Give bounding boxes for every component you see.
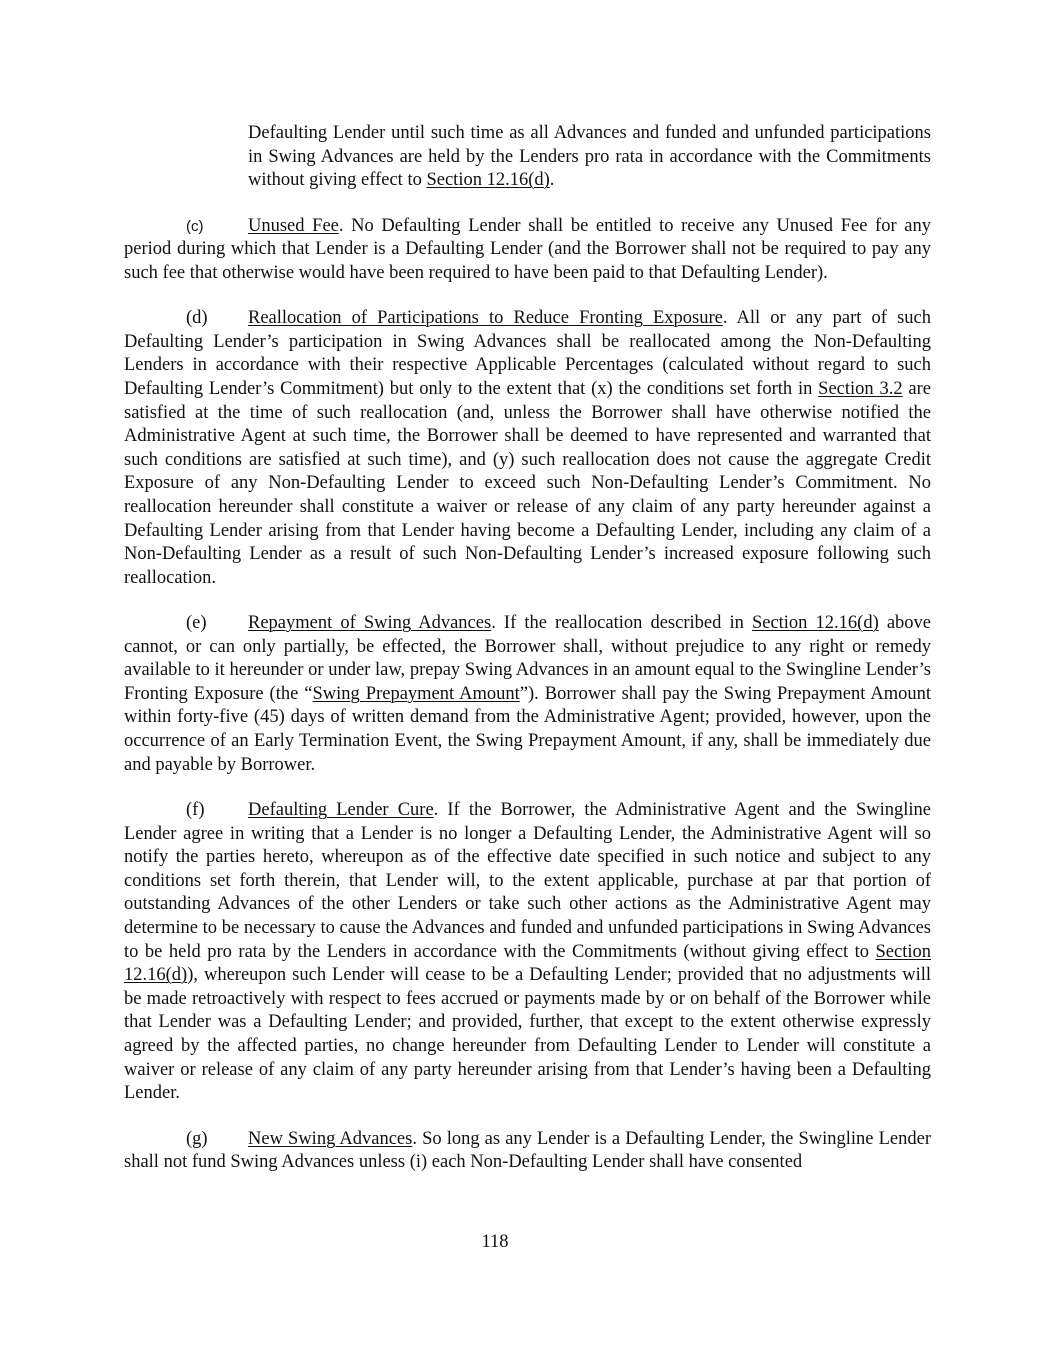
paragraph-heading: Repayment of Swing Advances bbox=[248, 613, 492, 634]
paragraph-heading: Reallocation of Participations to Reduce Fronting Exposure bbox=[248, 308, 723, 329]
paragraph-heading: Defaulting Lender Cure bbox=[248, 800, 434, 821]
page-number: 118 bbox=[481, 1232, 509, 1252]
paragraph-label: (f) bbox=[186, 800, 205, 821]
paragraph-heading: Unused Fee bbox=[248, 215, 339, 236]
paragraph-body: . All or any part of such Defaulting Lender’s participation in Swing Advances shall be reallocated among the Non-Defaulting Lenders in accordance with their respective Applicable Percentages (calculated without regard to such Defaulting Lender’s Commitment) but only to the extent that (x) the conditions set forth in bbox=[124, 308, 931, 399]
section-reference: Section 3.2 bbox=[818, 378, 903, 399]
section-reference: Section 12.16(d) bbox=[124, 941, 931, 986]
document-page bbox=[124, 122, 931, 1175]
paragraph-g bbox=[124, 1128, 931, 1175]
paragraph-body-continued: above cannot, or can only partially, be effected, the Borrower shall, without prejudice to any right or remedy available to it hereunder or under law, prepay Swing Advances in an amount equal to the Swingline Lender’s Fronting Exposure (the “ bbox=[124, 613, 932, 704]
section-reference: Section 12.16(d) bbox=[751, 613, 879, 634]
paragraph-body-end: ”). Borrower shall pay the Swing Prepayment Amount within forty-five (45) days of written demand from the Administrative Agent; provided, however, upon the occurrence of an Early Termination Event, the Swing Prepayment Amount, if any, shall be immediately due and payable by Borrower. bbox=[124, 683, 931, 775]
paragraph-body: . So long as any Lender is a Defaulting Lender, the Swingline Lender shall not fund Swing Advances unless (i) each Non-Defaulting Lender shall have consented bbox=[124, 1128, 931, 1173]
defined-term: Swing Prepayment Amount bbox=[312, 683, 520, 704]
paragraph-body: . If the reallocation described in bbox=[491, 613, 752, 634]
paragraph-label: (g) bbox=[186, 1128, 208, 1149]
continuation-paragraph bbox=[248, 122, 931, 193]
paragraph-heading: New Swing Advances bbox=[248, 1128, 413, 1149]
paragraph-label: (d) bbox=[186, 308, 208, 329]
paragraph-body: . If the Borrower, the Administrative Agent and the Swingline Lender agree in writing that a Lender is no longer a Defaulting Lender, the Administrative Agent will so notify the parties hereto, whereupon as of the effective date specified in such notice and subject to any conditions set forth therein, that Lender will, to the extent applicable, purchase at par that portion of outstanding Advances of the other Lenders or take such other actions as the Administrative Agent may determine to be necessary to cause the Advances and funded and unfunded participations in Swing Advances to be held pro rata by the Lenders in accordance with the Commitments (without giving effect to bbox=[124, 800, 931, 962]
paragraph-d bbox=[124, 307, 931, 590]
paragraph-f bbox=[124, 799, 931, 1106]
section-reference: Section 12.16(d) bbox=[426, 170, 550, 191]
paragraph-c bbox=[124, 215, 931, 286]
continuation-text-end: . bbox=[549, 170, 555, 191]
paragraph-e bbox=[124, 612, 931, 777]
paragraph-label: (c) bbox=[186, 217, 204, 235]
paragraph-body-continued: are satisfied at the time of such reallocation (and, unless the Borrower shall have otherwise notified the Administrative Agent at such time, the Borrower shall be deemed to have represented and warranted that such conditions are satisfied at such time), and (y) such reallocation does not cause the aggregate Credit Exposure of any Non-Defaulting Lender to exceed such Non-Defaulting Lender’s Commitment. No reallocation hereunder shall constitute a waiver or release of any claim of any party hereunder against a Defaulting Lender arising from that Lender having become a Defaulting Lender, including any claim of a Non-Defaulting Lender as a result of such Non-Defaulting Lender’s increased exposure following such reallocation. bbox=[124, 378, 931, 588]
paragraph-body: . No Defaulting Lender shall be entitled to receive any Unused Fee for any period during which that Lender is a Defaulting Lender (and the Borrower shall not be required to pay any such fee that otherwise would have been required to have been paid to that Defaulting Lender). bbox=[124, 215, 931, 283]
continuation-text: Defaulting Lender until such time as all Advances and funded and unfunded participations in Swing Advances are held by the Lenders pro rata in accordance with the Commitments without giving effect to bbox=[248, 123, 931, 191]
paragraph-body-continued: ), whereupon such Lender will cease to be a Defaulting Lender; provided that no adjustments will be made retroactively with respect to fees accrued or payments made by or on behalf of the Borrower while that Lender was a Defaulting Lender; and provided, further, that except to the extent otherwise expressly agreed by the affected parties, no change hereunder from Defaulting Lender to Lender will constitute a waiver or release of any claim of any party hereunder arising from that Lender’s having been a Defaulting Lender. bbox=[124, 965, 931, 1104]
paragraph-label: (e) bbox=[186, 613, 207, 634]
